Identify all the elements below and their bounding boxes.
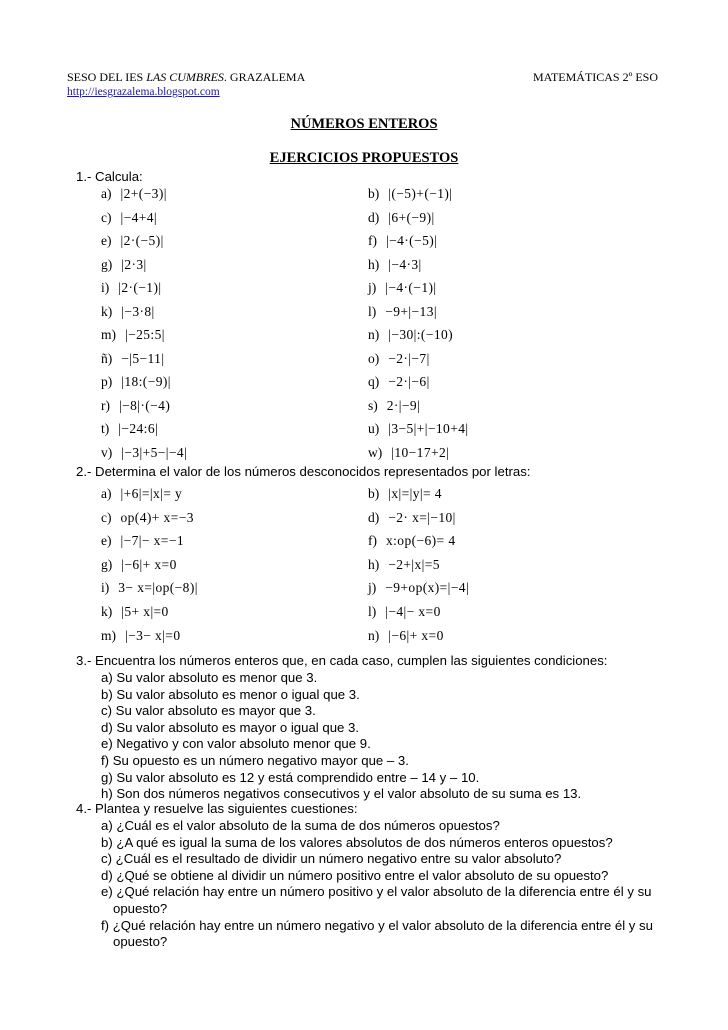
ex3-item: e) Negativo y con valor absoluto menor que 9. xyxy=(101,736,371,752)
item-expression: |5+ x|=0 xyxy=(121,604,169,619)
item-label: o) xyxy=(368,350,380,366)
ex1-item xyxy=(101,351,164,367)
ex2-item xyxy=(101,580,198,596)
item-label: i) xyxy=(101,580,110,596)
item-label: u) xyxy=(368,421,380,436)
ex3-item: c) Su valor absoluto es mayor que 3. xyxy=(101,703,316,719)
ex1-item xyxy=(368,374,430,390)
ex1-item xyxy=(368,186,452,202)
exercise-3-heading: 3.- Encuentra los números enteros que, en cada caso, cumplen las siguientes condiciones: xyxy=(76,653,608,668)
item-expression: |−3|+5−|−4| xyxy=(121,444,188,460)
page-title: NÚMEROS ENTEROS xyxy=(290,116,438,132)
ex1-item xyxy=(101,445,187,461)
ex1-item xyxy=(101,327,165,343)
exercise-1-heading: 1.- Calcula: xyxy=(76,169,143,184)
header-school-name: LAS CUMBRES xyxy=(146,70,224,84)
item-label: c) xyxy=(101,509,112,525)
ex1-item xyxy=(368,257,422,273)
item-expression: op(4)+ x=−3 xyxy=(120,509,194,525)
header-subject: MATEMÁTICAS 2º ESO xyxy=(532,70,658,84)
ex3-item: a) Su valor absoluto es menor que 3. xyxy=(101,670,318,685)
header-school-suffix: . GRAZALEMA xyxy=(223,70,306,84)
item-label: s) xyxy=(368,397,378,413)
item-expression: |2·3| xyxy=(121,256,147,272)
item-label: t) xyxy=(101,421,110,436)
ex3-item: f) Su opuesto es un número negativo mayor que – 3. xyxy=(101,753,409,768)
item-expression: |−4·(−5)| xyxy=(386,233,438,248)
ex2-item xyxy=(368,580,469,596)
item-expression: −|5−11| xyxy=(121,350,165,366)
item-label: k) xyxy=(101,604,113,619)
ex1-item xyxy=(368,351,430,367)
item-expression: −9+|−13| xyxy=(385,303,437,319)
item-label: h) xyxy=(368,556,380,572)
item-expression: |−4·3| xyxy=(388,256,422,272)
item-label: c) xyxy=(101,209,112,225)
ex3-item: d) Su valor absoluto es mayor o igual que 3. xyxy=(101,719,360,735)
ex1-item xyxy=(101,257,147,273)
item-expression: |2+(−3)| xyxy=(120,186,167,201)
item-expression: |2·(−5)| xyxy=(120,233,164,248)
ex4-item: opuesto? xyxy=(113,934,168,950)
ex1-item xyxy=(101,280,161,296)
ex2-item xyxy=(368,533,456,549)
item-expression: −2·|−7| xyxy=(388,350,430,366)
ex2-item xyxy=(368,557,440,573)
item-label: r) xyxy=(101,397,110,413)
item-label: a) xyxy=(101,186,112,201)
item-expression: |(−5)+(−1)| xyxy=(388,186,453,201)
item-label: f) xyxy=(368,233,377,248)
ex1-item xyxy=(101,233,164,249)
ex2-item xyxy=(101,557,177,573)
item-expression: |10−17+2| xyxy=(391,444,450,460)
ex4-item: opuesto? xyxy=(113,901,168,916)
item-label: v) xyxy=(101,444,113,460)
ex1-item xyxy=(101,210,157,226)
item-label: i) xyxy=(101,280,110,295)
ex2-item xyxy=(368,510,456,526)
item-expression: |−4+4| xyxy=(120,209,158,225)
item-expression: |−6|+ x=0 xyxy=(388,627,444,643)
ex4-item: a) ¿Cuál es el valor absoluto de la suma de dos números opuestos? xyxy=(101,818,500,833)
item-expression: |−3·8| xyxy=(121,303,155,319)
ex1-item xyxy=(368,233,437,249)
ex4-item: d) ¿Qué se obtiene al dividir un número positivo entre el valor absoluto de su opuesto? xyxy=(101,867,609,883)
item-label: h) xyxy=(368,256,380,272)
ex1-item xyxy=(368,304,437,320)
item-label: j) xyxy=(368,280,377,295)
item-label: k) xyxy=(101,303,113,319)
blog-link[interactable]: http://iesgrazalema.blogspot.com xyxy=(67,86,220,98)
item-label: e) xyxy=(101,533,112,549)
item-expression: 3− x=|op(−8)| xyxy=(118,580,198,596)
ex2-item xyxy=(101,533,184,549)
item-expression: |−4|− x=0 xyxy=(385,604,441,619)
item-label: l) xyxy=(368,604,377,619)
item-expression: 2·|−9| xyxy=(386,397,421,413)
item-label: j) xyxy=(368,580,377,596)
item-label: n) xyxy=(368,327,380,342)
item-label: e) xyxy=(101,233,112,248)
header-school-prefix: SESO DEL IES xyxy=(67,70,147,84)
item-expression: |−3− x|=0 xyxy=(125,627,181,643)
header-school xyxy=(67,70,305,85)
ex1-item xyxy=(101,304,155,320)
item-label: n) xyxy=(368,627,380,643)
item-expression: |18:(−9)| xyxy=(121,374,171,389)
item-label: d) xyxy=(368,209,380,225)
exercise-2-heading: 2.- Determina el valor de los números desconocidos representados por letras: xyxy=(76,464,531,479)
item-expression: |2·(−1)| xyxy=(118,280,162,295)
ex2-item xyxy=(368,628,444,644)
item-expression: |6+(−9)| xyxy=(388,209,435,225)
item-expression: |−30|:(−10) xyxy=(388,327,454,342)
item-expression: |3−5|+|−10+4| xyxy=(388,421,469,436)
item-label: g) xyxy=(101,256,113,272)
ex4-item: b) ¿A qué es igual la suma de los valores absolutos de dos números enteros opuestos? xyxy=(101,834,613,850)
item-label: b) xyxy=(368,486,380,501)
ex3-item: b) Su valor absoluto es menor o igual que 3. xyxy=(101,686,360,702)
item-expression: |−4·(−1)| xyxy=(385,280,437,295)
ex1-item xyxy=(368,280,436,296)
ex4-item: e) ¿Qué relación hay entre un número positivo y el valor absoluto de la diferencia entre él y su xyxy=(101,884,652,900)
ex1-item xyxy=(101,421,158,437)
item-expression: |−6|+ x=0 xyxy=(121,556,177,572)
ex4-item: f) ¿Qué relación hay entre un número negativo y el valor absoluto de la diferencia entre él y su xyxy=(101,917,653,933)
item-expression: −2+|x|=5 xyxy=(388,556,440,572)
ex1-item xyxy=(101,374,171,390)
ex1-item xyxy=(368,210,435,226)
item-expression: |+6|=|x|= y xyxy=(120,486,183,501)
item-expression: −2· x=|−10| xyxy=(388,509,456,525)
item-expression: |−25:5| xyxy=(125,327,165,342)
ex4-item: c) ¿Cuál es el resultado de dividir un número negativo entre su valor absoluto? xyxy=(101,851,562,867)
item-label: m) xyxy=(101,627,116,643)
item-expression: |x|=|y|= 4 xyxy=(388,486,442,501)
item-expression: |−7|− x=−1 xyxy=(120,533,184,549)
item-label: a) xyxy=(101,486,112,501)
ex1-item xyxy=(101,186,167,202)
item-label: l) xyxy=(368,303,377,319)
ex2-item xyxy=(101,510,194,526)
item-label: d) xyxy=(368,509,380,525)
item-label: q) xyxy=(368,374,380,389)
item-label: p) xyxy=(101,374,113,389)
ex2-item xyxy=(368,604,441,620)
ex1-item xyxy=(101,398,170,414)
item-expression: |−8|·(−4) xyxy=(119,397,171,413)
ex2-item xyxy=(368,486,442,502)
exercise-4-heading: 4.- Plantea y resuelve las siguientes cuestiones: xyxy=(76,801,358,816)
ex3-item: g) Su valor absoluto es 12 y está comprendido entre – 14 y – 10. xyxy=(101,769,480,785)
item-expression: x:op(−6)= 4 xyxy=(386,533,456,549)
item-label: ñ) xyxy=(101,350,113,366)
ex2-item xyxy=(101,604,169,620)
item-expression: −2·|−6| xyxy=(388,374,430,389)
ex1-item xyxy=(368,421,468,437)
ex1-item xyxy=(368,327,453,343)
item-label: f) xyxy=(368,533,377,549)
item-label: b) xyxy=(368,186,380,201)
item-label: m) xyxy=(101,327,116,342)
item-expression: |−24:6| xyxy=(118,421,159,436)
ex3-item: h) Son dos números negativos consecutivos y el valor absoluto de su suma es 13. xyxy=(101,786,582,802)
ex1-item xyxy=(368,398,420,414)
ex1-item xyxy=(368,445,449,461)
page-subtitle: EJERCICIOS PROPUESTOS xyxy=(269,150,459,166)
item-label: w) xyxy=(368,444,383,460)
item-expression: −9+op(x)=|−4| xyxy=(385,580,470,596)
item-label: g) xyxy=(101,556,113,572)
ex2-item xyxy=(101,486,182,502)
ex2-item xyxy=(101,628,180,644)
